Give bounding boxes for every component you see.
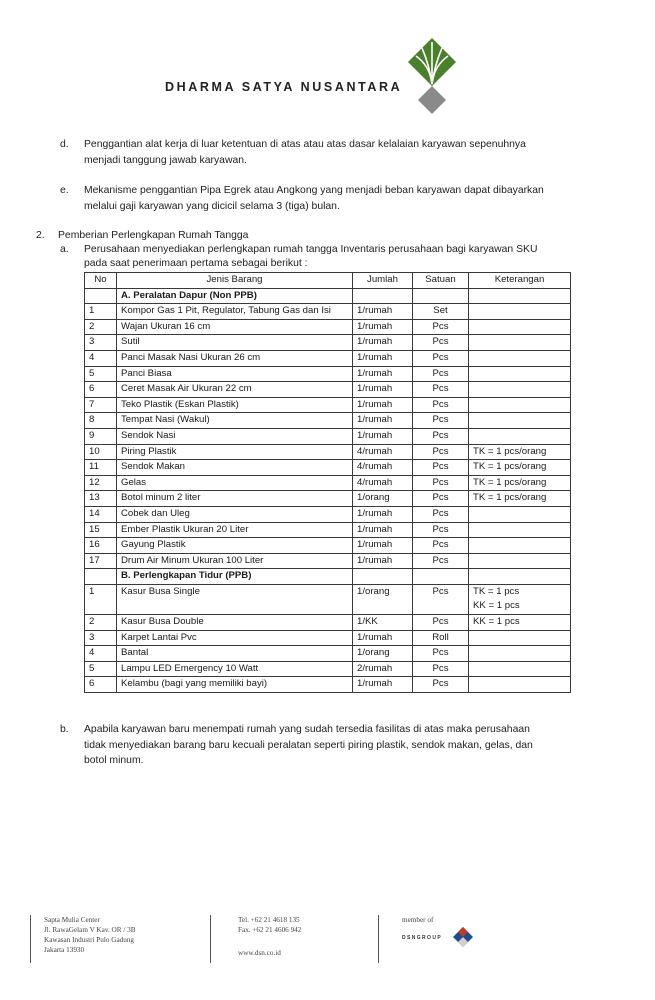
cell-unit: Pcs	[413, 382, 469, 398]
cell-note-line	[473, 677, 566, 692]
cell-no: 4	[85, 646, 117, 662]
cell-item: Gayung Plastik	[117, 538, 353, 554]
cell-qty: 1/rumah	[353, 413, 413, 429]
cell-note	[469, 397, 571, 413]
cell-qty: 1/rumah	[353, 350, 413, 366]
cell-note	[469, 382, 571, 398]
cell-qty: 1/rumah	[353, 335, 413, 351]
cell-unit: Pcs	[413, 615, 469, 631]
cell-note	[469, 677, 571, 693]
cell-qty: 1/rumah	[353, 397, 413, 413]
cell-item: Karpet Lantai Pvc	[117, 630, 353, 646]
cell-note	[469, 522, 571, 538]
marker-2: 2.	[36, 230, 45, 241]
cell-note-line	[473, 507, 566, 522]
cell-no	[85, 288, 117, 304]
inventory-table	[84, 272, 571, 693]
footer-address-line3: Kawasan Industri Pulo Gadung	[44, 936, 135, 944]
table-row	[85, 615, 571, 631]
cell-unit: Pcs	[413, 491, 469, 507]
cell-qty: 1/rumah	[353, 677, 413, 693]
paragraph-d-line1: Penggantian alat kerja di luar ketentuan di atas atau atas dasar kelalaian karyawan sepenuhnya	[84, 139, 526, 150]
cell-item: Ember Plastik Ukuran 20 Liter	[117, 522, 353, 538]
cell-no: 13	[85, 491, 117, 507]
cell-unit	[413, 288, 469, 304]
cell-item: Piring Plastik	[117, 444, 353, 460]
cell-note-line	[473, 351, 566, 366]
cell-note-line: KK = 1 pcs	[473, 616, 520, 628]
cell-unit: Pcs	[413, 538, 469, 554]
table-row	[85, 460, 571, 476]
cell-note	[469, 661, 571, 677]
section-title: B. Perlengkapan Tidur (PPB)	[117, 569, 353, 585]
cell-no: 4	[85, 350, 117, 366]
cell-no: 1	[85, 584, 117, 614]
cell-no: 12	[85, 475, 117, 491]
cell-note	[469, 304, 571, 320]
cell-qty	[353, 288, 413, 304]
cell-note	[469, 288, 571, 304]
cell-note-line: TK = 1 pcs	[473, 585, 520, 597]
cell-note	[469, 491, 571, 507]
footer-website[interactable]: www.dsn.co.id	[238, 949, 281, 957]
cell-no: 14	[85, 506, 117, 522]
cell-item: Bantal	[117, 646, 353, 662]
paragraph-e-line1: Mekanisme penggantian Pipa Egrek atau Angkong yang menjadi beban karyawan dapat dibayarkan	[84, 185, 544, 196]
cell-note-line	[473, 335, 566, 350]
cell-qty	[353, 569, 413, 585]
paragraph-a-line2: pada saat penerimaan pertama sebagai berikut :	[84, 258, 308, 269]
table-row	[85, 661, 571, 677]
header-item: Jenis Barang	[117, 273, 353, 289]
section-title: A. Peralatan Dapur (Non PPB)	[117, 288, 353, 304]
footer-address-line1: Sapta Mulia Center	[44, 916, 100, 924]
cell-qty: 2/rumah	[353, 661, 413, 677]
cell-item: Kompor Gas 1 Pit, Regulator, Tabung Gas dan Isi	[117, 304, 353, 320]
cell-no: 10	[85, 444, 117, 460]
cell-unit: Pcs	[413, 413, 469, 429]
dsn-group-label: DSNGROUP	[402, 935, 443, 941]
section-row-a	[85, 288, 571, 304]
paragraph-b-line1: Apabila karyawan baru menempati rumah yang sudah tersedia fasilitas di atas maka perusahaan	[84, 724, 530, 735]
cell-item: Kasur Busa Single	[117, 584, 353, 614]
footer-member-label: member of	[402, 916, 434, 924]
cell-unit	[413, 569, 469, 585]
cell-note-line	[473, 367, 566, 382]
cell-unit: Pcs	[413, 661, 469, 677]
cell-note	[469, 538, 571, 554]
cell-qty: 4/rumah	[353, 444, 413, 460]
cell-unit: Pcs	[413, 677, 469, 693]
cell-no: 3	[85, 630, 117, 646]
table-row	[85, 475, 571, 491]
footer-divider	[210, 915, 211, 963]
cell-note	[469, 569, 571, 585]
table-row	[85, 646, 571, 662]
cell-qty: 1/rumah	[353, 506, 413, 522]
cell-item: Kasur Busa Double	[117, 615, 353, 631]
cell-note	[469, 506, 571, 522]
cell-note-line	[473, 538, 566, 553]
cell-note-line	[473, 662, 566, 677]
cell-no: 7	[85, 397, 117, 413]
cell-item: Sendok Makan	[117, 460, 353, 476]
table-row	[85, 335, 571, 351]
table-row	[85, 677, 571, 693]
cell-note-line: KK = 1 pcs	[473, 600, 520, 612]
footer-address	[44, 915, 136, 955]
cell-no: 8	[85, 413, 117, 429]
cell-note	[469, 413, 571, 429]
cell-qty: 1/orang	[353, 584, 413, 614]
cell-qty: 1/rumah	[353, 382, 413, 398]
marker-d: d.	[60, 139, 69, 150]
cell-unit: Pcs	[413, 460, 469, 476]
cell-no	[85, 569, 117, 585]
cell-qty: 1/rumah	[353, 428, 413, 444]
cell-qty: 1/rumah	[353, 304, 413, 320]
marker-a: a.	[60, 244, 69, 255]
header-qty: Jumlah	[353, 273, 413, 289]
table-row	[85, 397, 571, 413]
cell-note	[469, 366, 571, 382]
cell-no: 17	[85, 553, 117, 569]
cell-unit: Pcs	[413, 319, 469, 335]
paragraph-d	[60, 137, 584, 168]
cell-note	[469, 646, 571, 662]
cell-no: 5	[85, 661, 117, 677]
cell-note-line	[473, 646, 566, 661]
cell-unit: Pcs	[413, 646, 469, 662]
paragraph-e	[60, 183, 584, 214]
cell-item: Lampu LED Emergency 10 Watt	[117, 661, 353, 677]
cell-qty: 1/rumah	[353, 553, 413, 569]
section-2-title: Pemberian Perlengkapan Rumah Tangga	[58, 230, 249, 241]
footer-address-line4: Jakarta 13930	[44, 946, 85, 954]
cell-item: Gelas	[117, 475, 353, 491]
cell-note-line	[473, 429, 566, 444]
table-row	[85, 538, 571, 554]
table-row	[85, 413, 571, 429]
cell-qty: 1/rumah	[353, 630, 413, 646]
cell-item: Teko Plastik (Eskan Plastik)	[117, 397, 353, 413]
cell-item: Panci Biasa	[117, 366, 353, 382]
table-row	[85, 522, 571, 538]
paragraph-a-line1: Perusahaan menyediakan perlengkapan rumah tangga Inventaris perusahaan bagi karyawan SKU	[84, 244, 538, 255]
cell-item: Tempat Nasi (Wakul)	[117, 413, 353, 429]
table-row	[85, 319, 571, 335]
section-row-b	[85, 569, 571, 585]
cell-note	[469, 444, 571, 460]
cell-note	[469, 553, 571, 569]
cell-item: Botol minum 2 liter	[117, 491, 353, 507]
cell-unit: Pcs	[413, 397, 469, 413]
table-row	[85, 428, 571, 444]
cell-note	[469, 335, 571, 351]
cell-note	[469, 350, 571, 366]
company-name: DHARMA SATYA NUSANTARA	[165, 80, 403, 94]
cell-unit: Pcs	[413, 522, 469, 538]
paragraph-d-line2: menjadi tanggung jawab karyawan.	[84, 154, 247, 166]
cell-note-line	[473, 398, 566, 413]
cell-qty: 1/orang	[353, 646, 413, 662]
table-row	[85, 350, 571, 366]
cell-no: 16	[85, 538, 117, 554]
cell-unit: Pcs	[413, 350, 469, 366]
table-row	[85, 304, 571, 320]
cell-unit: Pcs	[413, 444, 469, 460]
cell-note-line: TK = 1 pcs/orang	[473, 461, 547, 473]
cell-item: Kelambu (bagi yang memiliki bayi)	[117, 677, 353, 693]
marker-e: e.	[60, 185, 69, 196]
cell-qty: 1/rumah	[353, 366, 413, 382]
cell-unit: Pcs	[413, 335, 469, 351]
cell-no: 5	[85, 366, 117, 382]
footer-member	[402, 915, 433, 925]
cell-no: 3	[85, 335, 117, 351]
cell-note-line	[473, 382, 566, 397]
cell-note-line	[473, 554, 566, 569]
cell-item: Wajan Ukuran 16 cm	[117, 319, 353, 335]
table-row	[85, 506, 571, 522]
paragraph-b-line3: botol minum.	[84, 755, 144, 766]
cell-note	[469, 630, 571, 646]
cell-qty: 4/rumah	[353, 475, 413, 491]
cell-no: 1	[85, 304, 117, 320]
table-row	[85, 630, 571, 646]
cell-note-line	[473, 413, 566, 428]
table-row	[85, 444, 571, 460]
cell-no: 2	[85, 615, 117, 631]
paragraph-b	[60, 722, 584, 769]
cell-item: Drum Air Minum Ukuran 100 Liter	[117, 553, 353, 569]
paragraph-b-line2: tidak menyediakan barang baru kecuali peralatan seperti piring plastik, sendok makan, gelas, dan	[84, 739, 533, 751]
cell-unit: Pcs	[413, 366, 469, 382]
cell-unit: Pcs	[413, 553, 469, 569]
cell-note-line: TK = 1 pcs/orang	[473, 445, 547, 457]
marker-b: b.	[60, 724, 69, 735]
cell-note-line	[473, 304, 566, 319]
cell-unit: Roll	[413, 630, 469, 646]
cell-no: 9	[85, 428, 117, 444]
cell-item: Sendok Nasi	[117, 428, 353, 444]
footer-contact	[238, 915, 301, 958]
cell-item: Sutil	[117, 335, 353, 351]
cell-note	[469, 428, 571, 444]
cell-note-line	[473, 523, 566, 538]
table-row	[85, 366, 571, 382]
cell-item: Panci Masak Nasi Ukuran 26 cm	[117, 350, 353, 366]
cell-qty: 1/rumah	[353, 522, 413, 538]
cell-note-line: TK = 1 pcs/orang	[473, 492, 547, 504]
cell-no: 6	[85, 677, 117, 693]
cell-qty: 4/rumah	[353, 460, 413, 476]
cell-no: 2	[85, 319, 117, 335]
cell-note-line	[473, 320, 566, 335]
table-row	[85, 553, 571, 569]
cell-note-line: TK = 1 pcs/orang	[473, 476, 547, 488]
cell-qty: 1/rumah	[353, 538, 413, 554]
footer-divider	[378, 915, 379, 963]
cell-qty: 1/KK	[353, 615, 413, 631]
footer-address-line2: Jl. RawaGelam V Kav. OR / 3B	[44, 926, 136, 934]
footer-fax: Fax. +62 21 4606 942	[238, 926, 302, 934]
cell-unit: Set	[413, 304, 469, 320]
table-row	[85, 491, 571, 507]
cell-unit: Pcs	[413, 584, 469, 614]
cell-unit: Pcs	[413, 475, 469, 491]
table-row	[85, 382, 571, 398]
cell-no: 11	[85, 460, 117, 476]
paragraph-e-line2: melalui gaji karyawan yang dicicil selama 3 (tiga) bulan.	[84, 200, 340, 212]
company-logo-icon	[402, 36, 462, 118]
cell-no: 6	[85, 382, 117, 398]
header-no: No	[85, 273, 117, 289]
cell-no: 15	[85, 522, 117, 538]
header-unit: Satuan	[413, 273, 469, 289]
cell-note	[469, 460, 571, 476]
cell-unit: Pcs	[413, 428, 469, 444]
cell-note	[469, 319, 571, 335]
cell-note	[469, 475, 571, 491]
section-2-heading	[36, 228, 249, 244]
cell-qty: 1/orang	[353, 491, 413, 507]
table-row	[85, 584, 571, 614]
footer-tel: Tel. +62 21 4618 135	[238, 916, 300, 924]
table-header-row	[85, 273, 571, 289]
paragraph-a	[60, 243, 584, 271]
cell-note	[469, 615, 571, 631]
cell-note-line	[473, 631, 566, 646]
cell-item: Cobek dan Uleg	[117, 506, 353, 522]
dsn-group-logo-icon	[452, 926, 474, 948]
cell-item: Ceret Masak Air Ukuran 22 cm	[117, 382, 353, 398]
header-note: Keterangan	[469, 273, 571, 289]
cell-qty: 1/rumah	[353, 319, 413, 335]
cell-unit: Pcs	[413, 506, 469, 522]
cell-note	[469, 584, 571, 614]
footer-divider	[30, 915, 31, 963]
